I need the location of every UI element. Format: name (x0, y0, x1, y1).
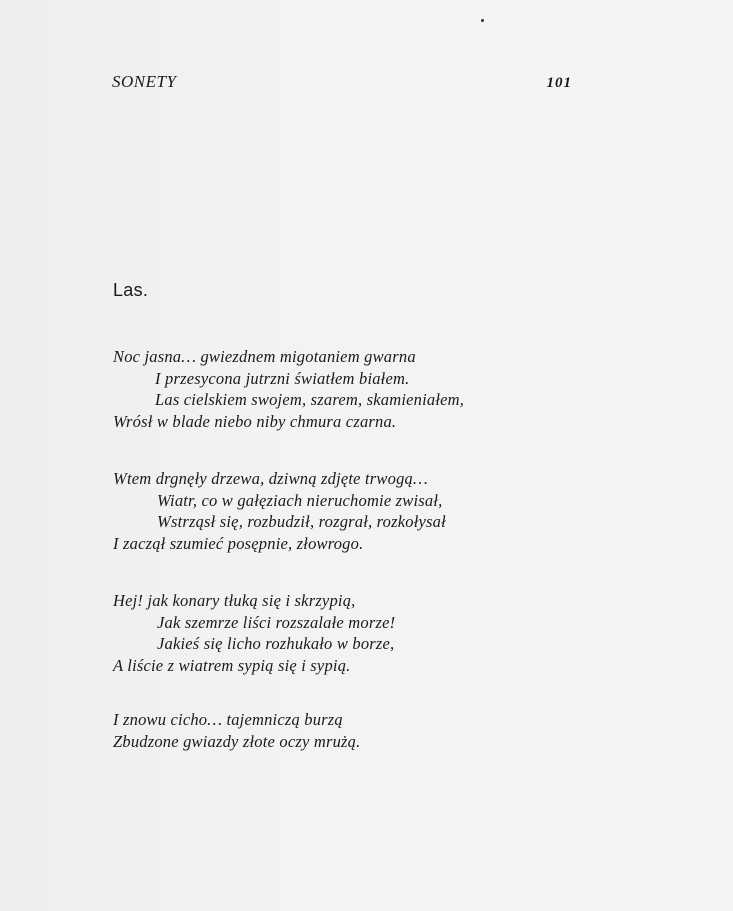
stanza-2 (113, 468, 583, 554)
poem-line: Las cielskiem swojem, szarem, skamieniałem, (155, 390, 465, 409)
poem-line: Wiatr, co w gałęziach nieruchomie zwisał, (157, 490, 443, 510)
poem-title: Las. (113, 280, 149, 300)
poem-line: I znowu cicho… tajemniczą burzą (113, 710, 343, 729)
poem-line: Jakieś się licho rozhukało w borze, (157, 634, 395, 653)
poem-line: Wtem drgnęły drzewa, dziwną zdjęte trwogą… (113, 469, 428, 488)
poem-line: I zaczął szumieć posępnie, złowrogo. (113, 533, 364, 553)
stanza-4 (113, 709, 583, 752)
poem-line: Zbudzone gwiazdy złote oczy mrużą. (113, 731, 361, 751)
running-head: SONETY (112, 72, 177, 91)
stanza-1 (113, 346, 583, 432)
page-number: 101 (546, 75, 572, 91)
poem-line: Jak szemrze liści rozszalałe morze! (157, 612, 396, 632)
poem-line: Noc jasna… gwiezdnem migotaniem gwarna (113, 347, 416, 366)
stanza-3 (113, 590, 583, 676)
poem-line: A liście z wiatrem sypią się i sypią. (113, 655, 351, 675)
ink-speck (481, 19, 484, 22)
poem-line: Wstrząsł się, rozbudził, rozgrał, rozkołysał (157, 512, 446, 531)
poem-line: Hej! jak konary tłuką się i skrzypią, (113, 591, 356, 610)
poem-line: I przesycona jutrzni światłem białem. (155, 368, 410, 388)
poem-line: Wrósł w blade niebo niby chmura czarna. (113, 411, 397, 431)
